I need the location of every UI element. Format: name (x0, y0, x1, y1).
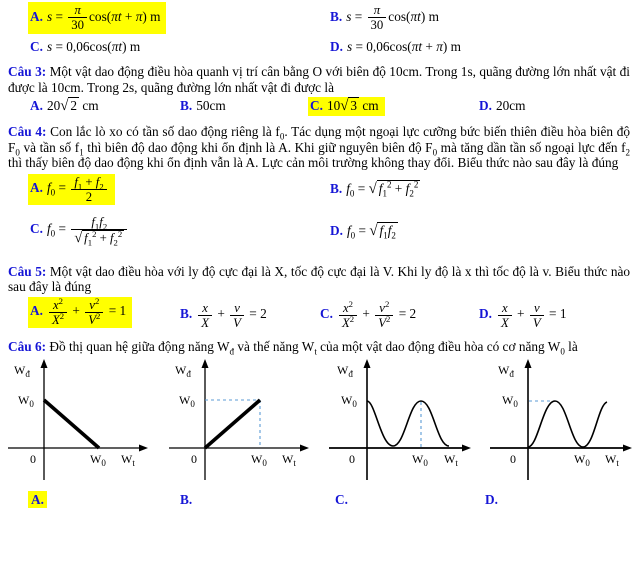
option-formula: $f_0$ = $\frac{f_1f_2}{√ f_1^2 + f_2^2}$ (47, 221, 129, 236)
graph-option-a (2, 358, 154, 486)
q3-body: Một vật dao động điều hòa quanh vị trí cân bằng O với biên độ 10cm. Trong 1s, quãng đường lớn nhất vật đi được là 10cm. Trong 2s, quãng đường lớn nhất vật đi được là (8, 64, 630, 95)
option-letter: C. (30, 39, 43, 54)
option-formula: s = 0,06cos(πt) m (46, 39, 141, 54)
y-axis-arrow-icon (524, 359, 531, 368)
x-axis-label: $W_t$ (121, 452, 135, 468)
origin-label: 0 (348, 452, 355, 466)
option-formula: $f_0$ = $\frac{f_1 + f_2}{2}$ (47, 180, 109, 195)
option-letter: A. (30, 303, 43, 319)
q5-option-d (477, 300, 572, 332)
y-tick-label: $W_0$ (18, 393, 34, 409)
y-tick-label: $W_0$ (179, 393, 196, 409)
q6-label: Câu 6: (8, 338, 47, 354)
q3-option-a (28, 97, 105, 116)
q5-options-row (0, 297, 640, 335)
option-letter: A. (30, 98, 43, 113)
option-formula: $\frac{x^2}{X^2}$ + $\frac{v^2}{V^2}$ = 2 (337, 306, 416, 321)
x-tick-label: $W_0$ (251, 452, 268, 468)
y-axis-label: $W_đ$ (336, 363, 353, 379)
q4-option-d (328, 222, 404, 241)
option-letter: B. (180, 492, 193, 507)
graph-option-d (486, 358, 638, 486)
q4-options-row-2 (0, 214, 640, 260)
x-axis-arrow-icon (623, 445, 632, 452)
q6-option-b (180, 492, 196, 508)
option-letter: C. (30, 221, 43, 237)
graph-option-c (325, 358, 477, 486)
q3-text (0, 64, 640, 95)
option-letter: D. (330, 39, 343, 54)
q3-options-row (0, 97, 640, 121)
y-axis-label: $W_đ$ (497, 363, 514, 379)
x-tick-label: $W_0$ (90, 452, 106, 468)
q6-option-d (485, 492, 502, 508)
origin-label: 0 (30, 452, 36, 466)
q4-text (0, 124, 640, 171)
option-letter: C. (335, 492, 348, 507)
option-letter: B. (330, 180, 343, 196)
y-tick-label: $W_0$ (340, 393, 357, 409)
option-letter: D. (479, 306, 492, 322)
option-letter: B. (180, 98, 193, 113)
option-formula: 50cm (196, 98, 226, 113)
option-formula: s = $\frac{\pi}{30}$ cos(πt) m (346, 3, 439, 33)
option-formula: s = 0,06cos(πt + π) m (346, 39, 461, 54)
option-letter: D. (485, 492, 498, 507)
origin-label: 0 (191, 452, 198, 466)
q4-option-c (28, 214, 135, 247)
option-letter: A. (30, 180, 43, 196)
q5-option-a-highlight (28, 297, 132, 329)
q2-options-row-1 (0, 2, 640, 38)
x-axis-arrow-icon (139, 445, 148, 452)
q5-option-b (178, 300, 273, 332)
q6-options-row (0, 492, 640, 514)
y-axis-arrow-icon (363, 359, 370, 368)
data-line-decreasing (44, 400, 99, 448)
q4-option-a (28, 174, 115, 206)
x-tick-label: $W_0$ (411, 452, 428, 468)
data-line-increasing (205, 400, 260, 448)
q3-label: Câu 3: (8, 64, 47, 79)
origin-label: 0 (509, 452, 516, 466)
option-formula: s = $\frac{\pi}{30}$ cos(πt + π) m (46, 3, 161, 33)
option-formula: $\frac{x^2}{X^2}$ + $\frac{v^2}{V^2}$ = 1 (47, 303, 126, 318)
q6-text (0, 339, 640, 355)
q2-option-d (328, 38, 467, 56)
option-formula: 20cm (495, 98, 526, 113)
q3-option-b (178, 97, 232, 115)
option-letter: C. (320, 306, 333, 322)
q6-option-c (335, 492, 352, 508)
x-axis-label: $W_t$ (282, 452, 297, 468)
y-axis-arrow-icon (202, 359, 209, 368)
q6-option-a (28, 492, 51, 508)
x-axis-label: $W_t$ (604, 452, 619, 468)
option-formula: $\frac{x}{X}$ + $\frac{v}{V}$ = 1 (496, 306, 567, 321)
x-axis-arrow-icon (462, 445, 471, 452)
option-formula: 10√ 3 cm (326, 98, 379, 114)
option-formula: 20√ 2 cm (46, 98, 99, 114)
q5-body: Một vật dao điều hòa với ly độ cực đại là X, tốc độ cực đại là V. Khi ly độ là x thì tốc độ là v. Biểu thức nào sau đây là đúng (8, 263, 631, 294)
x-axis-label: $W_t$ (443, 452, 458, 468)
option-letter: D. (330, 222, 343, 238)
y-axis-label: $W_đ$ (175, 363, 192, 379)
y-axis-arrow-icon (41, 359, 48, 368)
data-curve-sine-like (528, 401, 607, 447)
q4-label: Câu 4: (8, 124, 47, 139)
option-letter: C. (310, 98, 323, 113)
y-tick-label: $W_0$ (501, 393, 518, 409)
option-formula: $f_0$ = √ $f_1^2 + f_2^2$ (346, 179, 419, 199)
option-formula: $\frac{x}{X}$ + $\frac{v}{V}$ = 2 (196, 306, 267, 321)
q2-option-a (28, 2, 166, 34)
exam-page (0, 2, 640, 565)
option-letter: A. (28, 491, 47, 508)
q4-option-a-highlight (28, 174, 115, 206)
option-letter: A. (30, 8, 43, 24)
q2-option-b (328, 2, 445, 34)
x-tick-label: $W_0$ (573, 452, 590, 468)
q5-label: Câu 5: (8, 263, 47, 279)
option-letter: B. (330, 8, 343, 24)
data-curve-cosine-like (367, 401, 449, 446)
q4-options-row-1 (0, 174, 640, 214)
graph-option-b (163, 358, 315, 486)
q5-option-a (28, 297, 132, 329)
q2-option-c (28, 38, 146, 56)
q6-body: Đồ thị quan hệ giữa động năng $W_đ$ và thế năng $W_t$ của một vật dao động điều hòa có cơ năng $W_0$ là (49, 338, 578, 357)
q3-option-d (477, 97, 531, 115)
option-formula: $f_0$ = √ $f_1f_2$ (346, 222, 396, 241)
q4-body: Con lắc lò xo có tần số dao động riêng là $f_0$. Tác dụng một ngoại lực cưỡng bức biến thiên điều hòa biên độ $F_0$ và tần số $f_1$ thì biên độ dao động khi ổn định là A. Khi giữ nguyên biên độ $F_0$ mà tăng dần tần số ngoại lực đến $f_2$ thì thấy biên độ dao động khi ổn định vẫn là A. Lực cản môi trường không thay đổi. Biểu thức nào sau đây là đúng (8, 124, 631, 170)
option-letter: B. (180, 306, 193, 322)
q3-option-c-highlight (308, 97, 385, 116)
option-letter: D. (479, 98, 492, 113)
q6-graphs-row (0, 358, 640, 486)
q5-option-c (318, 300, 422, 332)
q2-options-row-2 (0, 38, 640, 59)
q4-option-b (328, 180, 426, 199)
q3-option-c (308, 97, 385, 116)
q2-option-a-highlight (28, 2, 166, 34)
x-axis-arrow-icon (300, 445, 309, 452)
q5-text (0, 264, 640, 295)
y-axis-label: $W_đ$ (14, 363, 30, 379)
